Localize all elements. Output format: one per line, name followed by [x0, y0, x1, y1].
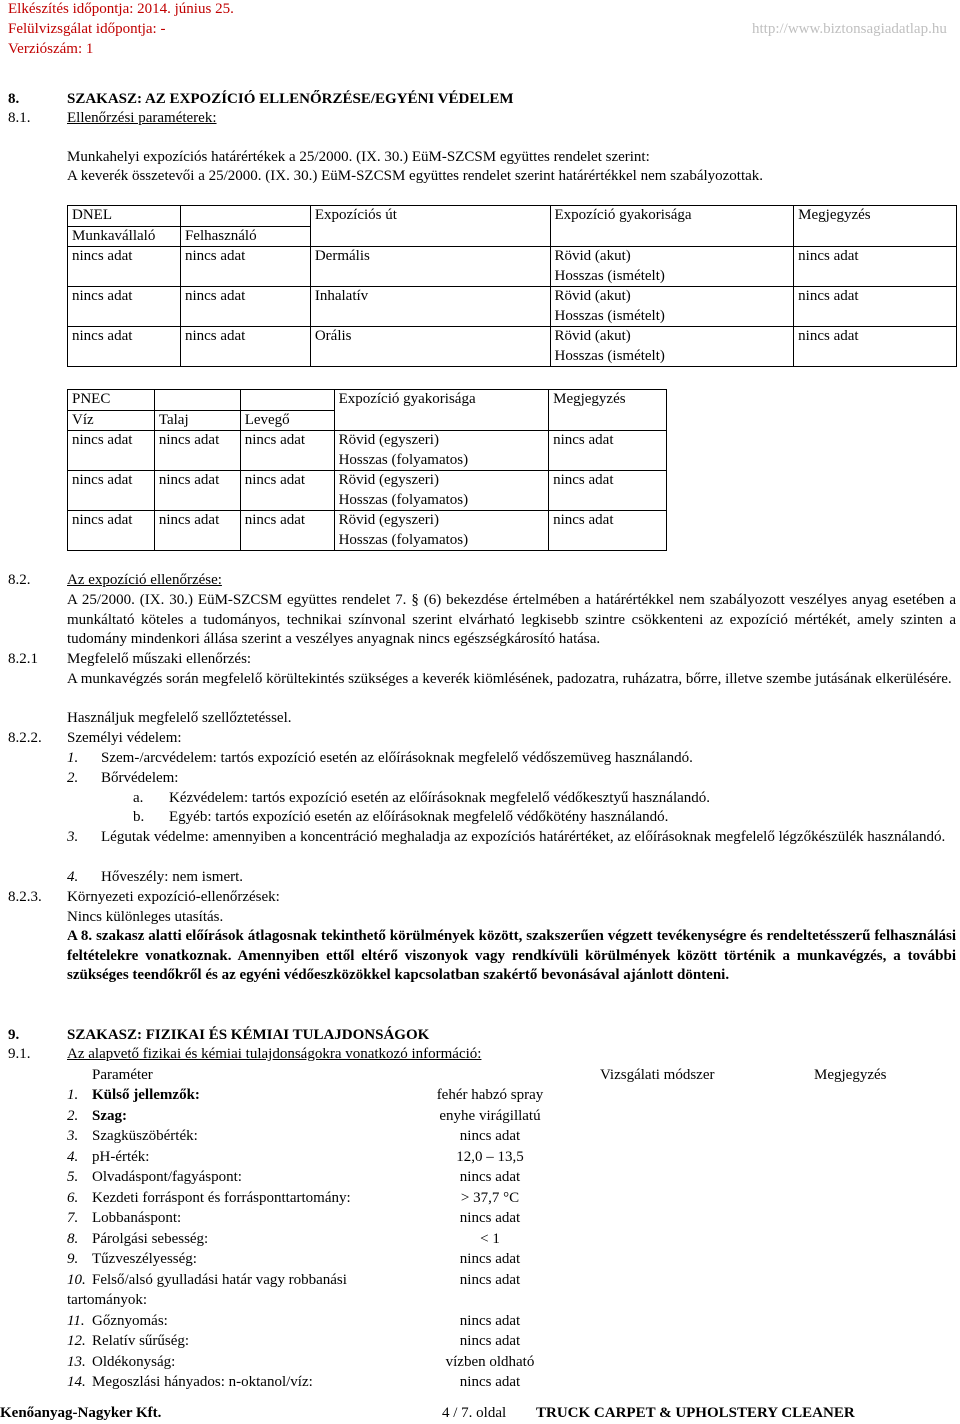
prop-num: 12. — [67, 1333, 86, 1349]
section823-title: Környezeti expozíció-ellenőrzések: — [67, 889, 280, 905]
prop-value: enyhe virágillatú — [439, 1107, 541, 1124]
limits-line2: A keverék összetevői a 25/2000. (IX. 30.) EüM-SZCSM együttes rendelet szerint határértékkel nem szabályozottak. — [67, 168, 764, 184]
prop-value: nincs adat — [459, 1374, 521, 1390]
list-item: Hőveszély: nem ismert. — [101, 869, 244, 885]
prop-value: vízben oldható — [445, 1353, 535, 1370]
section81-title: Ellenőrzési paraméterek: — [67, 110, 217, 126]
worker-header: Munkavállaló — [68, 226, 181, 247]
cell-soil: nincs adat — [154, 431, 240, 471]
cell-air: nincs adat — [240, 511, 334, 551]
header-date-prepared: Elkészítés időpontja: 2014. június 25. — [8, 1, 234, 17]
section821-text2: Használjuk megfelelő szellőztetéssel. — [67, 710, 292, 726]
prop-value: nincs adat — [459, 1271, 521, 1288]
section9-num: 9. — [8, 1027, 20, 1043]
cell-air: nincs adat — [240, 471, 334, 511]
prop-label: tartományok: — [67, 1292, 147, 1308]
list-item: Bőrvédelem: — [101, 770, 179, 786]
prop-value: nincs adat — [459, 1251, 521, 1267]
prop-num: 13. — [67, 1353, 86, 1370]
prop-num: 8. — [67, 1230, 79, 1247]
cell-user: nincs adat — [180, 327, 310, 367]
footer-company: Kenőanyag-Nagyker Kft. — [0, 1405, 162, 1421]
section81-num: 8.1. — [8, 110, 31, 126]
cell-route: Inhalatív — [310, 287, 550, 327]
cell-freq: Rövid (egyszeri) Hosszas (folyamatos) — [334, 511, 549, 551]
prop-label: Megoszlási hányados: n-oktanol/víz: — [92, 1374, 313, 1390]
section822-title: Személyi védelem: — [67, 730, 182, 746]
prop-num: 4. — [67, 1148, 79, 1165]
table-row — [68, 511, 667, 551]
prop-label: Olvadáspont/fagyáspont: — [92, 1169, 242, 1185]
header-review-date: Felülvizsgálat időpontja: - — [8, 21, 166, 37]
section82-title: Az expozíció ellenőrzése: — [67, 572, 222, 588]
soil-header: Talaj — [154, 410, 240, 431]
prop-value: < 1 — [480, 1230, 500, 1247]
section9-title: SZAKASZ: FIZIKAI ÉS KÉMIAI TULAJDONSÁGOK — [67, 1027, 430, 1043]
cell-user: nincs adat — [180, 247, 310, 287]
cell-freq: Rövid (egyszeri) Hosszas (folyamatos) — [334, 431, 549, 471]
air-header: Levegő — [240, 410, 334, 431]
prop-label: Oldékonyság: — [92, 1353, 176, 1370]
param-header: Paraméter — [92, 1067, 153, 1083]
prop-label: Tűzveszélyesség: — [92, 1251, 197, 1267]
prop-label: pH-érték: — [92, 1148, 150, 1165]
user-header: Felhasználó — [180, 226, 310, 247]
footer-page: 4 / 7. oldal — [442, 1405, 507, 1421]
cell-soil: nincs adat — [154, 511, 240, 551]
prop-label: Relatív sűrűség: — [92, 1333, 190, 1349]
list-item: Kézvédelem: tartós expozíció esetén az előírásoknak megfelelő védőkesztyű használandó. — [169, 790, 711, 806]
table-row — [68, 287, 957, 327]
dnel-table — [67, 205, 957, 367]
prop-value: 12,0 – 13,5 — [456, 1148, 524, 1165]
section822-num: 8.2.2. — [8, 730, 42, 746]
prop-num: 3. — [67, 1128, 79, 1144]
section82-num: 8.2. — [8, 572, 31, 588]
cell-route: Dermális — [310, 247, 550, 287]
prop-value: nincs adat — [459, 1210, 521, 1226]
prop-num: 1. — [67, 1087, 79, 1103]
cell-user: nincs adat — [180, 287, 310, 327]
cell-water: nincs adat — [68, 471, 155, 511]
table-row — [68, 471, 667, 511]
cell-worker: nincs adat — [68, 247, 181, 287]
cell-worker: nincs adat — [68, 327, 181, 367]
note-header: Megjegyzés — [549, 390, 667, 411]
note-header: Megjegyzés — [794, 206, 957, 227]
prop-value: nincs adat — [459, 1333, 521, 1349]
cell-freq: Rövid (akut) Hosszas (ismételt) — [550, 327, 794, 367]
cell-note: nincs adat — [549, 431, 667, 471]
cell-note: nincs adat — [549, 471, 667, 511]
freq-header: Expozíció gyakorisága — [334, 390, 549, 411]
freq-header: Expozíció gyakorisága — [550, 206, 794, 227]
section823-bold-note: A 8. szakasz alatti előírások átlagosnak tekinthető körülmények között, szakszerűen végzett tevékenységre és rendeltetésszerű felhasználási feltételekre vonatkoznak. Amennyiben ettől eltérő viszonyok vagy rendkívüli körülmények között történik a munkavégzés, a további szükséges teendőkről és az egyéni védőeszközökkel kapcsolatban szakértő bevonásával ajánlott dönteni. — [67, 928, 956, 983]
route-header: Expozíciós út — [310, 206, 550, 227]
list-num: 1. — [67, 750, 79, 766]
prop-value: nincs adat — [459, 1128, 521, 1144]
table-row — [68, 247, 957, 287]
cell-note: nincs adat — [794, 247, 957, 287]
prop-label: Lobbanáspont: — [92, 1210, 182, 1226]
list-num: b. — [133, 809, 145, 825]
list-item: Szem-/arcvédelem: tartós expozíció esetén az előírásoknak megfelelő védőszemüveg használandó. — [101, 750, 693, 766]
list-num: a. — [133, 790, 144, 806]
cell-route: Orális — [310, 327, 550, 367]
limits-line1: Munkahelyi expozíciós határértékek a 25/2000. (IX. 30.) EüM-SZCSM együttes rendelet szerint: — [67, 149, 650, 165]
cell-note: nincs adat — [794, 327, 957, 367]
section821-num: 8.2.1 — [8, 651, 38, 667]
list-num: 3. — [67, 829, 79, 845]
prop-label: Párolgási sebesség: — [92, 1230, 209, 1247]
cell-water: nincs adat — [68, 431, 155, 471]
cell-air: nincs adat — [240, 431, 334, 471]
cell-freq: Rövid (akut) Hosszas (ismételt) — [550, 287, 794, 327]
prop-num: 14. — [67, 1374, 86, 1390]
cell-freq: Rövid (egyszeri) Hosszas (folyamatos) — [334, 471, 549, 511]
prop-label: Szagküszöbérték: — [92, 1128, 198, 1144]
section821-title: Megfelelő műszaki ellenőrzés: — [67, 651, 252, 667]
dnel-header: DNEL — [68, 206, 181, 227]
prop-num: 9. — [67, 1251, 79, 1267]
prop-value: fehér habzó spray — [436, 1087, 544, 1103]
header-url[interactable]: http://www.biztonsagiadatlap.hu — [752, 21, 947, 37]
prop-label: Szag: — [92, 1107, 127, 1124]
prop-num: 10. — [67, 1271, 86, 1288]
cell-freq: Rövid (akut) Hosszas (ismételt) — [550, 247, 794, 287]
prop-label: Gőznyomás: — [92, 1312, 168, 1329]
prop-num: 11. — [67, 1312, 85, 1329]
section823-text: Nincs különleges utasítás. — [67, 909, 224, 925]
footer-product: TRUCK CARPET & UPHOLSTERY CLEANER — [536, 1405, 855, 1421]
section91-title: Az alapvető fizikai és kémiai tulajdonságokra vonatkozó információ: — [67, 1046, 482, 1062]
pnec-header: PNEC — [68, 390, 155, 411]
cell-note: nincs adat — [549, 511, 667, 551]
prop-label: Kezdeti forráspont és forrásponttartomány: — [92, 1189, 351, 1206]
section82-text: A 25/2000. (IX. 30.) EüM-SZCSM együttes rendelet 7. § (6) bekezdése értelmében a határértékkel nem szabályozott veszélyes anyag esetében a munkáltató köteles a tudományos, technikai színvonal szerint elvárható legkisebb szintre csökkenteni az expozíció mértékét, amely szinten a tudomány mindenkori állása szerint a veszélyes anyagnak nincs egészségkárosító hatása. — [67, 592, 956, 647]
prop-num: 6. — [67, 1189, 79, 1206]
section823-num: 8.2.3. — [8, 889, 42, 905]
list-item: Légutak védelme: amennyiben a koncentráció meghaladja az expozíciós határértéket, az előírásoknak megfelelő légzőkészülék használandó. — [101, 829, 946, 845]
prop-label: Külső jellemzők: — [92, 1087, 200, 1103]
prop-num: 5. — [67, 1169, 79, 1185]
section8-num: 8. — [8, 91, 20, 107]
section91-num: 9.1. — [8, 1046, 31, 1062]
list-item: Egyéb: tartós expozíció esetén az előírásoknak megfelelő védőkötény használandó. — [169, 809, 669, 825]
header-version: Verziószám: 1 — [8, 41, 94, 57]
section821-text: A munkavégzés során megfelelő körültekintés szükséges a keverék kiömlésének, padozatra, ruházatra, bőrre, illetve szembe jutásának elkerülésére. — [67, 671, 952, 687]
table-row — [68, 327, 957, 367]
water-header: Víz — [68, 410, 155, 431]
prop-value: > 37,7 °C — [460, 1189, 520, 1206]
pnec-table — [67, 389, 667, 551]
prop-value: nincs adat — [459, 1312, 521, 1329]
cell-worker: nincs adat — [68, 287, 181, 327]
cell-soil: nincs adat — [154, 471, 240, 511]
prop-num: 7. — [67, 1210, 79, 1226]
list-num: 2. — [67, 770, 79, 786]
method-header: Vizsgálati módszer — [600, 1067, 715, 1083]
prop-label: Felső/alsó gyulladási határ vagy robbanási — [92, 1271, 347, 1288]
prop-value: nincs adat — [459, 1169, 521, 1185]
cell-note: nincs adat — [794, 287, 957, 327]
list-num: 4. — [67, 869, 79, 885]
section8-title: SZAKASZ: AZ EXPOZÍCIÓ ELLENŐRZÉSE/EGYÉNI VÉDELEM — [67, 91, 514, 107]
prop-num: 2. — [67, 1107, 79, 1124]
table-row — [68, 431, 667, 471]
cell-water: nincs adat — [68, 511, 155, 551]
note-header: Megjegyzés — [814, 1067, 887, 1083]
